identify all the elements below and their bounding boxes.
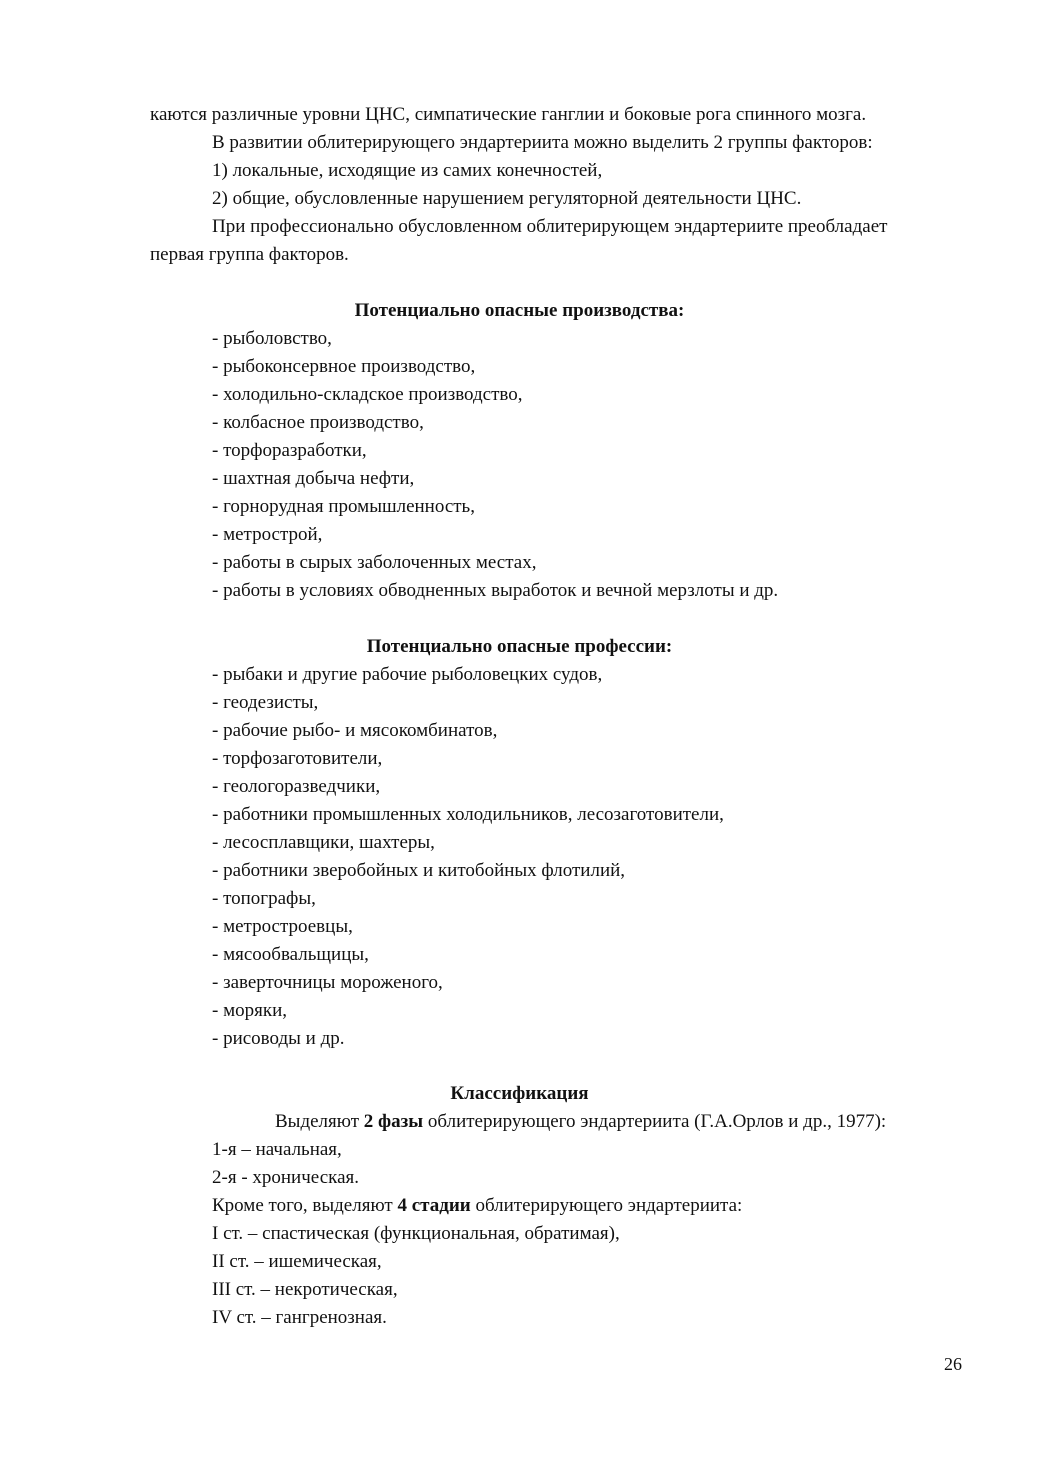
phases-bold: 2 фазы [363,1111,424,1132]
professions-item: - рыбаки и другие рабочие рыболовецких судов, [212,664,603,685]
industries-item: - колбасное производство, [212,412,424,433]
industries-item: - метрострой, [212,524,323,545]
industries-item: - шахтная добыча нефти, [212,468,415,489]
industries-item: - торфоразработки, [212,440,367,461]
stage-3: III ст. – некротическая, [212,1279,398,1300]
industries-item: - рыболовство, [212,328,332,349]
professions-item: - торфозаготовители, [212,748,383,769]
professions-item: - работники промышленных холодильников, лесозаготовители, [212,804,724,825]
professions-item: - моряки, [212,1000,287,1021]
stage-4: IV ст. – гангренозная. [212,1307,387,1328]
phases-suffix: облитерирующего эндартериита (Г.А.Орлов и др., 1977): [423,1111,887,1132]
intro-line-6: первая группа факторов. [150,244,349,265]
stages-line [212,1195,742,1217]
professions-item: - геологоразведчики, [212,776,381,797]
classification-heading [0,1083,1039,1105]
professions-heading-text: Потенциально опасные профессии: [366,636,673,657]
professions-item: - топографы, [212,888,316,909]
stage-1: I ст. – спастическая (функциональная, обратимая), [212,1223,620,1244]
phases-line [275,1111,886,1133]
stage-2: II ст. – ишемическая, [212,1251,382,1272]
classification-heading-text: Классификация [450,1083,589,1104]
intro-line-1: каются различные уровни ЦНС, симпатические ганглии и боковые рога спинного мозга. [150,104,867,125]
professions-item: - лесосплавщики, шахтеры, [212,832,435,853]
phase-2: 2-я - хроническая. [212,1167,359,1188]
industries-item: - рыбоконсервное производство, [212,356,476,377]
professions-item: - мясообвальщицы, [212,944,369,965]
professions-item: - работники зверобойных и китобойных флотилий, [212,860,626,881]
industries-item: - работы в условиях обводненных выработок и вечной мерзлоты и др. [212,580,779,601]
intro-line-3: 1) локальные, исходящие из самих конечностей, [212,160,603,181]
professions-item: - метростроевцы, [212,916,353,937]
industries-item: - горнорудная промышленность, [212,496,475,517]
intro-line-5: При профессионально обусловленном облитерирующем эндартериите преобладает [212,216,888,237]
phase-1: 1-я – начальная, [212,1139,342,1160]
intro-line-2: В развитии облитерирующего эндартериита можно выделить 2 группы факторов: [212,132,873,153]
stages-suffix: облитерирующего эндартериита: [470,1195,743,1216]
intro-line-4: 2) общие, обусловленные нарушением регуляторной деятельности ЦНС. [212,188,802,209]
industries-heading-text: Потенциально опасные производства: [354,300,685,321]
industries-item: - работы в сырых заболоченных местах, [212,552,537,573]
page-number: 26 [944,1354,962,1374]
industries-heading [0,300,1039,322]
stages-prefix: Кроме того, выделяют [212,1195,398,1216]
phases-prefix: Выделяют [275,1111,364,1132]
professions-item: - рабочие рыбо- и мясокомбинатов, [212,720,498,741]
stages-bold: 4 стадии [397,1195,471,1216]
professions-item: - геодезисты, [212,692,319,713]
professions-heading [0,636,1039,658]
professions-item: - заверточницы мороженого, [212,972,443,993]
industries-item: - холодильно-складское производство, [212,384,523,405]
professions-item: - рисоводы и др. [212,1028,345,1049]
